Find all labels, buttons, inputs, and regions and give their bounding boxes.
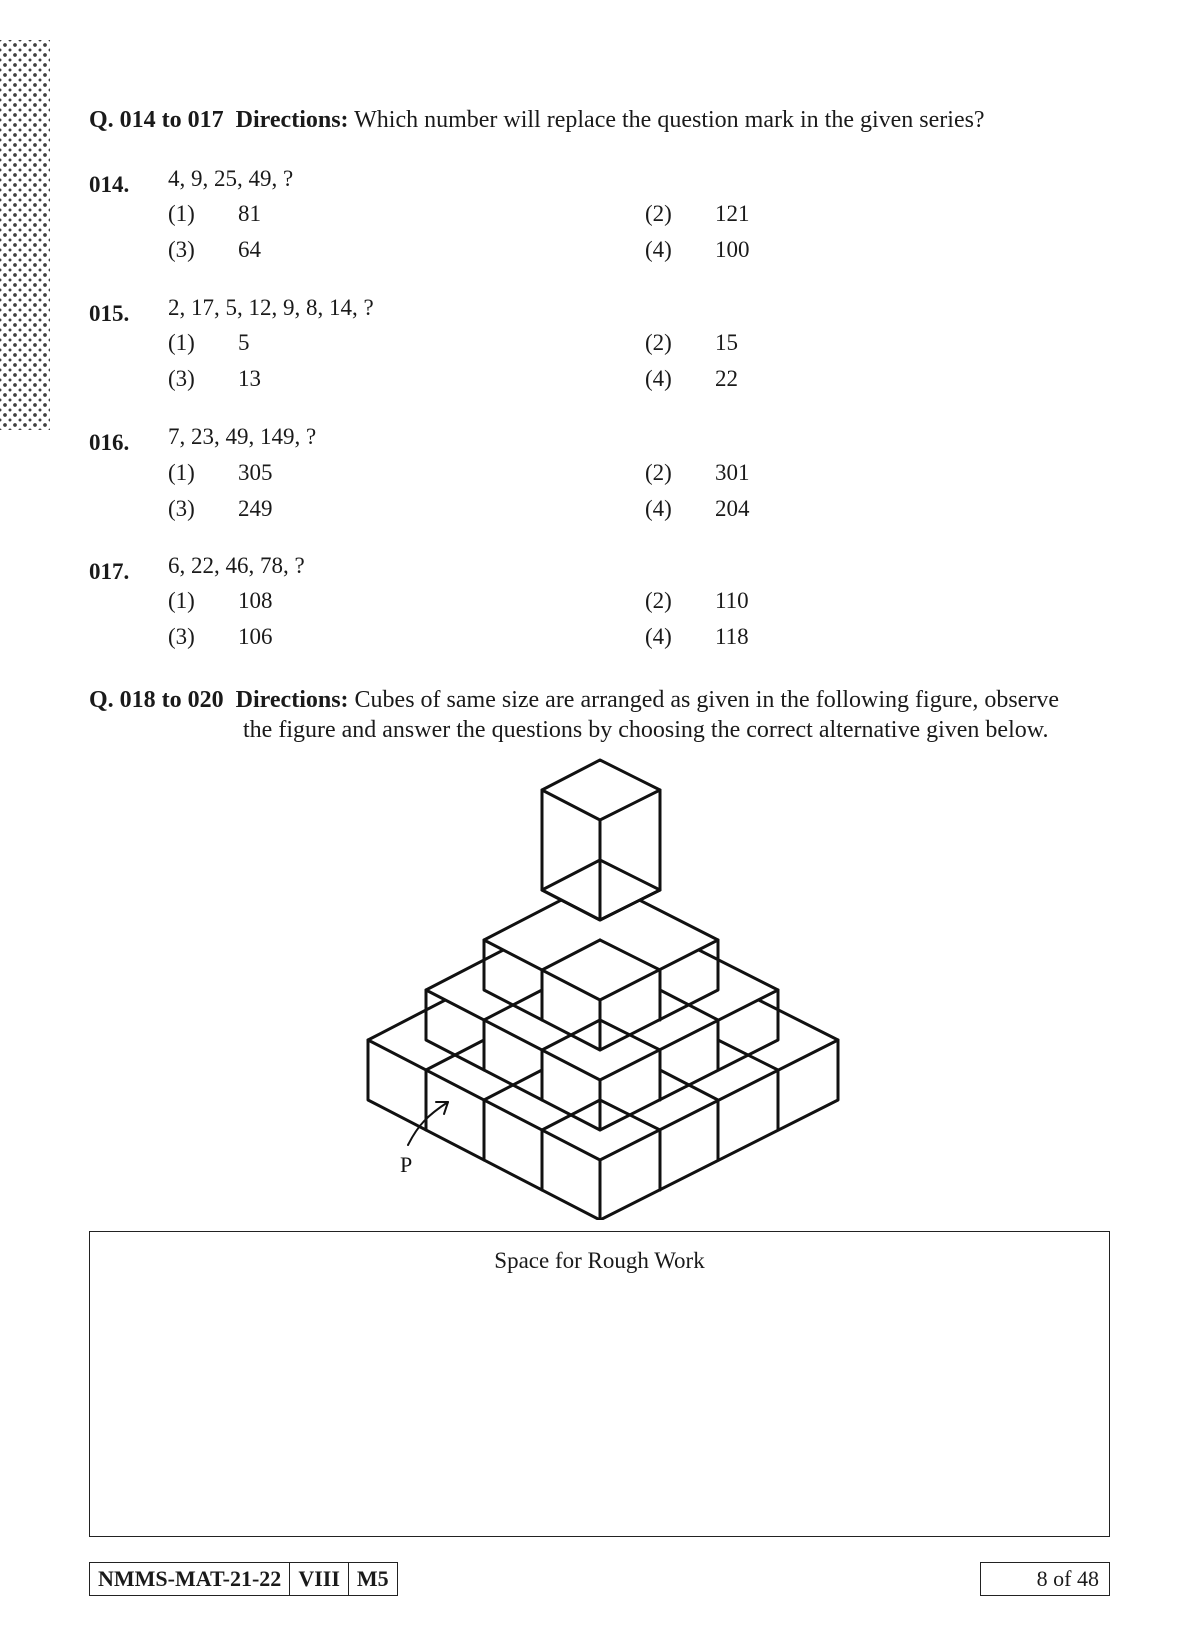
decorative-border-pattern <box>0 40 50 430</box>
question-number-016: 016. <box>89 430 130 455</box>
footer-code-box <box>89 1562 398 1596</box>
option-number: (4) <box>645 237 672 262</box>
option-number: (4) <box>645 366 672 391</box>
option-value: 249 <box>238 496 273 521</box>
rough-work-box[interactable] <box>89 1231 1110 1537</box>
section2-directions-line2: the figure and answer the questions by choosing the correct alternative given below. <box>243 717 1049 743</box>
cube-pyramid-figure <box>360 750 840 1220</box>
option-number: (2) <box>645 588 672 613</box>
option-value: 22 <box>715 366 738 391</box>
option-number: (3) <box>168 237 195 262</box>
option-number: (3) <box>168 624 195 649</box>
section2-range: Q. 018 to 020 <box>89 687 224 713</box>
option-number: (1) <box>168 460 195 485</box>
question-series-017: 6, 22, 46, 78, ? <box>168 553 305 578</box>
rough-work-title: Space for Rough Work <box>494 1248 705 1273</box>
question-number-015: 015. <box>89 301 130 326</box>
option-number: (3) <box>168 366 195 391</box>
option-number: (1) <box>168 201 195 226</box>
section1-directions-text: Which number will replace the question mark in the given series? <box>354 107 985 133</box>
option-number: (2) <box>645 460 672 485</box>
option-value: 15 <box>715 330 738 355</box>
option-017-2[interactable] <box>645 588 749 614</box>
option-017-4[interactable] <box>645 624 749 650</box>
question-number-014: 014. <box>89 172 130 197</box>
section2-directions-line1: Cubes of same size are arranged as given in the following figure, observe <box>354 687 1059 713</box>
option-number: (4) <box>645 624 672 649</box>
option-014-4[interactable] <box>645 237 750 263</box>
option-015-2[interactable] <box>645 330 738 356</box>
option-number: (4) <box>645 496 672 521</box>
cube-pyramid-drawing <box>368 760 838 1220</box>
section1-directions <box>89 107 985 134</box>
option-value: 301 <box>715 460 750 485</box>
option-014-1[interactable] <box>168 201 261 227</box>
option-016-3[interactable] <box>168 496 273 522</box>
option-value: 100 <box>715 237 750 262</box>
option-number: (2) <box>645 330 672 355</box>
option-value: 13 <box>238 366 261 391</box>
option-014-3[interactable] <box>168 237 261 263</box>
option-value: 204 <box>715 496 750 521</box>
option-015-4[interactable] <box>645 366 738 392</box>
option-017-3[interactable] <box>168 624 273 650</box>
option-016-4[interactable] <box>645 496 750 522</box>
option-value: 118 <box>715 624 749 649</box>
option-014-2[interactable] <box>645 201 750 227</box>
question-series-015: 2, 17, 5, 12, 9, 8, 14, ? <box>168 295 374 320</box>
option-value: 106 <box>238 624 273 649</box>
section2-directions <box>89 687 1059 714</box>
option-value: 121 <box>715 201 750 226</box>
question-number-017: 017. <box>89 559 130 584</box>
option-value: 305 <box>238 460 273 485</box>
figure-label-p: P <box>400 1152 413 1177</box>
footer-paper-code: NMMS-MAT-21-22 <box>90 1563 290 1595</box>
option-number: (2) <box>645 201 672 226</box>
option-016-1[interactable] <box>168 460 273 486</box>
option-017-1[interactable] <box>168 588 273 614</box>
option-016-2[interactable] <box>645 460 750 486</box>
option-value: 108 <box>238 588 273 613</box>
option-value: 81 <box>238 201 261 226</box>
option-value: 110 <box>715 588 749 613</box>
option-number: (1) <box>168 330 195 355</box>
question-series-016: 7, 23, 49, 149, ? <box>168 424 317 449</box>
option-015-3[interactable] <box>168 366 261 392</box>
page-number: 8 of 48 <box>980 1562 1110 1596</box>
section2-directions-label: Directions: <box>235 687 349 713</box>
option-number: (3) <box>168 496 195 521</box>
footer-set: M5 <box>356 1566 389 1591</box>
footer-class: VIII <box>290 1563 349 1595</box>
option-value: 5 <box>238 330 250 355</box>
option-value: 64 <box>238 237 261 262</box>
question-series-014: 4, 9, 25, 49, ? <box>168 166 294 191</box>
option-015-1[interactable] <box>168 330 250 356</box>
option-number: (1) <box>168 588 195 613</box>
section1-directions-label: Directions: <box>235 107 349 133</box>
section1-range: Q. 014 to 017 <box>89 107 224 133</box>
